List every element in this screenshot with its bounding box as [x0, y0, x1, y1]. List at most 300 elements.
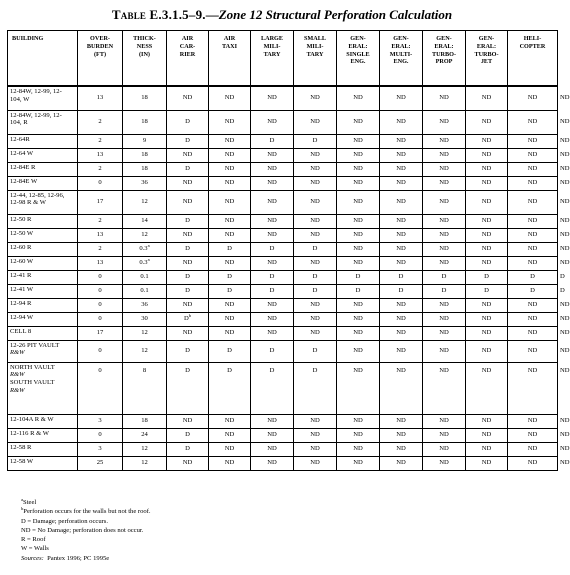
general-single-eng-cell-value: ND: [353, 94, 363, 102]
air-taxi-cell: [209, 340, 251, 362]
general-multi-eng-cell-value: ND: [396, 165, 406, 173]
overburden-cell-value: 3: [98, 417, 102, 425]
general-turbojet-cell-value: D: [484, 273, 489, 281]
small-military-cell-value: ND: [310, 118, 320, 126]
general-multi-eng-cell: [380, 298, 423, 312]
general-turbojet-cell: [466, 228, 508, 242]
large-military-cell-value: ND: [267, 179, 277, 187]
general-single-eng-cell-value: ND: [353, 329, 363, 337]
building-cell: [8, 284, 78, 298]
general-single-eng-cell-value: ND: [353, 198, 363, 206]
building-cell: [8, 414, 78, 428]
small-military-cell-value: ND: [310, 329, 320, 337]
general-single-eng-cell-value: ND: [353, 445, 363, 453]
air-carrier-cell: [167, 86, 209, 110]
thickness-cell: [123, 214, 167, 228]
air-taxi-cell-value: ND: [224, 151, 235, 159]
general-multi-eng-cell-value: ND: [396, 459, 406, 467]
helicopter-cell-value: ND: [527, 151, 538, 159]
overburden-cell-value: 13: [96, 94, 104, 102]
air-taxi-cell-value: ND: [224, 137, 235, 145]
thickness-cell-value: 0.1: [140, 287, 149, 295]
column-header-line: ENG.: [350, 58, 366, 66]
overburden-cell-value: 2: [98, 245, 102, 253]
air-taxi-cell-value: ND: [224, 179, 235, 187]
small-military-cell-value: ND: [310, 217, 320, 225]
general-turbojet-cell: [466, 312, 508, 326]
result-cell-value: ND: [560, 137, 570, 145]
air-carrier-cell-value: D: [185, 366, 190, 374]
footnote-marker: a: [147, 257, 150, 263]
result-cell-value: ND: [560, 165, 570, 173]
general-turboprop-cell: [423, 414, 466, 428]
general-turboprop-cell-value: ND: [439, 459, 449, 467]
column-header-gen_multi: [380, 31, 423, 87]
general-single-eng-cell-value: ND: [353, 118, 363, 126]
general-multi-eng-cell: [380, 270, 423, 284]
thickness-cell: [123, 256, 167, 270]
general-single-eng-cell: [337, 214, 380, 228]
helicopter-cell: [508, 190, 558, 214]
general-turboprop-cell: [423, 176, 466, 190]
column-header-large_military: [251, 31, 294, 87]
helicopter-cell-value: ND: [527, 347, 538, 355]
building-name-line: 104, W: [10, 95, 30, 103]
general-turboprop-cell: [423, 298, 466, 312]
large-military-cell: [251, 298, 294, 312]
general-multi-eng-cell-value: ND: [396, 431, 406, 439]
large-military-cell: [251, 362, 294, 414]
result-cell-value: ND: [560, 217, 570, 225]
general-turbojet-cell-value: ND: [481, 118, 492, 126]
large-military-cell-value: ND: [267, 259, 277, 267]
general-single-eng-cell: [337, 284, 380, 298]
general-single-eng-cell-value: ND: [353, 315, 363, 323]
table-row: [8, 162, 558, 176]
overburden-cell-value: 2: [98, 165, 102, 173]
perforation-table: [7, 30, 570, 471]
table-row: [8, 442, 558, 456]
general-multi-eng-cell: [380, 312, 423, 326]
general-multi-eng-cell: [380, 190, 423, 214]
helicopter-cell: [508, 148, 558, 162]
sources-text: Pantex 1996; PC 1995e: [47, 554, 110, 562]
small-military-cell: [294, 298, 337, 312]
building-cell: [8, 134, 78, 148]
general-single-eng-cell: [337, 110, 380, 134]
small-military-cell-value: ND: [310, 198, 320, 206]
building-name-line: NORTH VAULT: [10, 363, 55, 371]
general-turbojet-cell: [466, 340, 508, 362]
thickness-cell: [123, 284, 167, 298]
thickness-cell-value: 0.3: [139, 259, 148, 267]
overburden-cell: [78, 362, 123, 414]
general-single-eng-cell: [337, 456, 380, 470]
result-cell-value: D: [560, 273, 565, 281]
air-taxi-cell: [209, 242, 251, 256]
air-carrier-cell-value: D: [185, 165, 190, 173]
building-cell: [8, 270, 78, 284]
table-row: [8, 456, 558, 470]
small-military-cell: [294, 326, 337, 340]
thickness-cell: [123, 414, 167, 428]
general-turboprop-cell: [423, 362, 466, 414]
thickness-cell-value: 18: [141, 118, 148, 126]
air-carrier-cell-value: ND: [182, 459, 193, 467]
overburden-cell-value: 0: [98, 301, 102, 309]
general-turbojet-cell: [466, 190, 508, 214]
general-turbojet-cell-value: ND: [481, 301, 492, 309]
building-cell: [8, 148, 78, 162]
large-military-cell: [251, 428, 294, 442]
small-military-cell: [294, 270, 337, 284]
general-turbojet-cell-value: ND: [481, 445, 492, 453]
building-cell: [8, 340, 78, 362]
general-single-eng-cell-value: ND: [353, 151, 363, 159]
air-carrier-cell-value: D: [185, 445, 190, 453]
large-military-cell-value: D: [269, 137, 275, 145]
overburden-cell: [78, 86, 123, 110]
general-multi-eng-cell: [380, 340, 423, 362]
general-single-eng-cell: [337, 162, 380, 176]
large-military-cell: [251, 270, 294, 284]
table-row: [8, 228, 558, 242]
overburden-cell-value: 17: [96, 329, 104, 337]
overburden-cell-value: 25: [96, 459, 104, 467]
table-row: [8, 86, 558, 110]
column-header-line: RIER: [179, 50, 196, 58]
helicopter-cell-value: ND: [527, 329, 538, 337]
air-carrier-cell: [167, 340, 209, 362]
table-body: [8, 86, 570, 470]
large-military-cell: [251, 228, 294, 242]
overburden-cell: [78, 176, 123, 190]
large-military-cell-value: ND: [267, 431, 277, 439]
air-carrier-cell-value: ND: [182, 329, 193, 337]
building-name-line: 12-84W, 12-99, 12-: [10, 111, 62, 119]
general-turbojet-cell-value: ND: [481, 431, 492, 439]
footnote-list: [21, 498, 151, 554]
helicopter-cell-value: ND: [527, 445, 538, 453]
small-military-cell-value: ND: [310, 301, 320, 309]
general-multi-eng-cell: [380, 110, 423, 134]
helicopter-cell-value: ND: [527, 366, 538, 374]
large-military-cell: [251, 312, 294, 326]
table-row: [8, 148, 558, 162]
air-carrier-cell: [167, 428, 209, 442]
overburden-cell: [78, 312, 123, 326]
small-military-cell: [294, 362, 337, 414]
general-turbojet-cell-value: ND: [481, 259, 492, 267]
overburden-cell-value: 2: [98, 137, 102, 145]
general-multi-eng-cell-value: ND: [396, 179, 406, 187]
general-turbojet-cell-value: ND: [481, 137, 492, 145]
general-turbojet-cell-value: ND: [481, 231, 492, 239]
column-header-line: GEN-: [350, 35, 366, 42]
general-multi-eng-cell: [380, 442, 423, 456]
footnote-text: ND = No Damage; perforation does not occur.: [21, 526, 144, 534]
column-header-line: (IN): [139, 50, 150, 58]
building-name-line: 12-26 PIT VAULT: [10, 341, 60, 349]
general-turboprop-cell: [423, 270, 466, 284]
air-carrier-cell-value: D: [185, 287, 190, 295]
general-multi-eng-cell: [380, 134, 423, 148]
thickness-cell-value: 12: [141, 329, 148, 337]
general-turbojet-cell: [466, 256, 508, 270]
overburden-cell: [78, 242, 123, 256]
overburden-cell-value: 0: [98, 287, 102, 295]
result-cell-value: ND: [560, 329, 570, 337]
large-military-cell: [251, 340, 294, 362]
small-military-cell: [294, 456, 337, 470]
air-carrier-cell: [167, 362, 209, 414]
general-turbojet-cell-value: ND: [481, 417, 492, 425]
general-turboprop-cell-value: ND: [439, 347, 449, 355]
general-single-eng-cell-value: ND: [353, 417, 363, 425]
air-taxi-cell: [209, 176, 251, 190]
column-header-line: TARY: [306, 50, 324, 58]
general-multi-eng-cell-value: ND: [396, 445, 406, 453]
general-single-eng-cell-value: ND: [353, 459, 363, 467]
thickness-cell: [123, 270, 167, 284]
helicopter-cell: [508, 134, 558, 148]
result-cell-value: ND: [560, 459, 570, 467]
general-turbojet-cell: [466, 148, 508, 162]
air-taxi-cell: [209, 284, 251, 298]
general-single-eng-cell: [337, 414, 380, 428]
small-military-cell-value: ND: [310, 94, 320, 102]
overburden-cell: [78, 298, 123, 312]
general-multi-eng-cell: [380, 284, 423, 298]
air-taxi-cell-value: ND: [224, 329, 235, 337]
general-multi-eng-cell-value: ND: [396, 118, 406, 126]
general-single-eng-cell-value: ND: [353, 217, 363, 225]
general-turbojet-cell-value: ND: [481, 459, 492, 467]
helicopter-cell: [508, 312, 558, 326]
building-name-line: CELL 8: [10, 327, 32, 335]
general-single-eng-cell-value: D: [355, 273, 361, 281]
footnote: [21, 535, 151, 544]
air-taxi-cell: [209, 148, 251, 162]
general-single-eng-cell: [337, 148, 380, 162]
general-turbojet-cell: [466, 326, 508, 340]
column-header-overburden: [78, 31, 123, 87]
large-military-cell-value: ND: [267, 165, 277, 173]
footnote-text: R = Roof: [21, 536, 46, 544]
general-turbojet-cell: [466, 110, 508, 134]
general-single-eng-cell: [337, 228, 380, 242]
footnote-text: W = Walls: [21, 545, 49, 553]
air-taxi-cell: [209, 86, 251, 110]
overburden-cell: [78, 428, 123, 442]
helicopter-cell: [508, 428, 558, 442]
footnote-mark: b: [21, 506, 24, 512]
small-military-cell: [294, 442, 337, 456]
air-carrier-cell: [167, 242, 209, 256]
air-taxi-cell: [209, 256, 251, 270]
small-military-cell: [294, 86, 337, 110]
column-header-line: ERAL:: [348, 42, 368, 50]
general-turboprop-cell: [423, 312, 466, 326]
air-carrier-cell: [167, 110, 209, 134]
column-header-line: GEN-: [436, 35, 452, 42]
air-carrier-cell: [167, 148, 209, 162]
column-header-line: NESS: [136, 42, 153, 50]
general-single-eng-cell-value: ND: [353, 431, 363, 439]
helicopter-cell-value: ND: [527, 245, 538, 253]
large-military-cell: [251, 256, 294, 270]
small-military-cell: [294, 312, 337, 326]
building-name-line: 12-60 W: [10, 257, 34, 265]
large-military-cell-value: D: [269, 366, 275, 374]
small-military-cell-value: D: [312, 287, 318, 295]
building-name-line: 12-94 W: [10, 313, 34, 321]
large-military-cell: [251, 442, 294, 456]
general-multi-eng-cell: [380, 176, 423, 190]
air-carrier-cell-value: D: [185, 273, 190, 281]
result-cell-value: ND: [560, 301, 570, 309]
large-military-cell: [251, 86, 294, 110]
large-military-cell: [251, 134, 294, 148]
helicopter-cell: [508, 456, 558, 470]
large-military-cell-value: ND: [267, 459, 277, 467]
column-header-line: CAR-: [179, 42, 196, 50]
helicopter-cell-value: ND: [527, 459, 538, 467]
table-row: [8, 176, 558, 190]
air-taxi-cell-value: ND: [224, 118, 235, 126]
air-carrier-cell-value: D: [185, 217, 190, 225]
air-carrier-cell-value: ND: [182, 259, 193, 267]
general-turboprop-cell: [423, 442, 466, 456]
table-number: Table E.3.1.5–9.: [111, 7, 206, 22]
helicopter-cell-value: ND: [527, 118, 538, 126]
footnote-marker: a: [147, 243, 150, 249]
general-multi-eng-cell-value: ND: [396, 417, 406, 425]
general-turboprop-cell-value: ND: [439, 118, 449, 126]
thickness-cell-value: 18: [141, 94, 148, 102]
building-cell: [8, 456, 78, 470]
air-taxi-cell: [209, 190, 251, 214]
footnote-marker: b: [188, 313, 192, 319]
general-turboprop-cell-value: ND: [439, 217, 449, 225]
column-header-line: TURBO-: [431, 50, 457, 58]
large-military-cell: [251, 162, 294, 176]
general-single-eng-cell: [337, 134, 380, 148]
thickness-cell-value: 12: [141, 347, 148, 355]
general-turboprop-cell: [423, 134, 466, 148]
large-military-cell-value: ND: [267, 445, 277, 453]
result-cell-value: ND: [560, 445, 570, 453]
helicopter-cell-value: D: [530, 273, 535, 281]
general-multi-eng-cell: [380, 162, 423, 176]
footnote: [21, 544, 151, 553]
table-row: [8, 190, 558, 214]
general-turboprop-cell-value: ND: [439, 445, 449, 453]
general-turbojet-cell-value: ND: [481, 245, 492, 253]
general-turboprop-cell-value: ND: [439, 315, 449, 323]
overburden-cell: [78, 456, 123, 470]
small-military-cell-value: ND: [310, 445, 320, 453]
air-carrier-cell: [167, 214, 209, 228]
air-carrier-cell-value: ND: [182, 231, 193, 239]
helicopter-cell: [508, 228, 558, 242]
general-single-eng-cell-value: ND: [353, 231, 363, 239]
small-military-cell: [294, 148, 337, 162]
column-header-thickness: [123, 31, 167, 87]
small-military-cell: [294, 242, 337, 256]
building-name-line: 12-41 W: [10, 285, 34, 293]
building-name-line: 12-58 R: [10, 443, 32, 451]
general-turbojet-cell: [466, 134, 508, 148]
thickness-cell-value: 18: [141, 417, 148, 425]
large-military-cell: [251, 284, 294, 298]
air-carrier-cell-value: ND: [182, 94, 193, 102]
general-multi-eng-cell: [380, 214, 423, 228]
air-carrier-cell-value: ND: [182, 198, 193, 206]
air-taxi-cell-value: ND: [224, 217, 235, 225]
column-header-line: BUILDING: [12, 35, 44, 42]
result-cell-value: ND: [560, 259, 570, 267]
building-name-line: 12-98 R & W: [10, 199, 46, 207]
general-single-eng-cell-value: ND: [353, 301, 363, 309]
air-taxi-cell-value: D: [227, 347, 232, 355]
column-header-line: ERAL:: [391, 42, 411, 50]
large-military-cell-value: ND: [267, 118, 277, 126]
small-military-cell: [294, 228, 337, 242]
general-multi-eng-cell-value: ND: [396, 329, 406, 337]
general-single-eng-cell: [337, 326, 380, 340]
air-carrier-cell: [167, 284, 209, 298]
helicopter-cell-value: ND: [527, 301, 538, 309]
air-carrier-cell: [167, 270, 209, 284]
sources-label: Sources:: [21, 554, 44, 562]
overburden-cell: [78, 148, 123, 162]
small-military-cell: [294, 414, 337, 428]
general-turbojet-cell: [466, 214, 508, 228]
title-dash: —: [205, 7, 219, 22]
result-cell-value: ND: [560, 417, 570, 425]
air-taxi-cell: [209, 134, 251, 148]
air-taxi-cell: [209, 162, 251, 176]
air-carrier-cell-value: D: [185, 245, 190, 253]
overburden-cell: [78, 326, 123, 340]
general-turbojet-cell-value: ND: [481, 151, 492, 159]
general-turbojet-cell: [466, 362, 508, 414]
overburden-cell-value: 13: [96, 151, 104, 159]
helicopter-cell: [508, 442, 558, 456]
table-row: [8, 326, 558, 340]
building-cell: [8, 214, 78, 228]
air-carrier-cell: [167, 298, 209, 312]
large-military-cell-value: ND: [267, 231, 277, 239]
building-cell: [8, 86, 78, 110]
footnote: [21, 526, 151, 535]
column-header-line: THICK-: [133, 35, 156, 42]
thickness-cell: [123, 110, 167, 134]
large-military-cell: [251, 456, 294, 470]
large-military-cell-value: ND: [267, 94, 277, 102]
general-multi-eng-cell: [380, 228, 423, 242]
air-carrier-cell-value: ND: [182, 151, 193, 159]
column-header-line: ENG.: [393, 58, 409, 66]
thickness-cell-value: 12: [141, 198, 148, 206]
overburden-cell-value: 13: [96, 231, 104, 239]
column-header-building: [8, 31, 78, 87]
air-carrier-cell-value: ND: [182, 179, 193, 187]
general-single-eng-cell: [337, 256, 380, 270]
air-taxi-cell-value: ND: [224, 445, 235, 453]
building-name-line: 12-50 R: [10, 215, 32, 223]
